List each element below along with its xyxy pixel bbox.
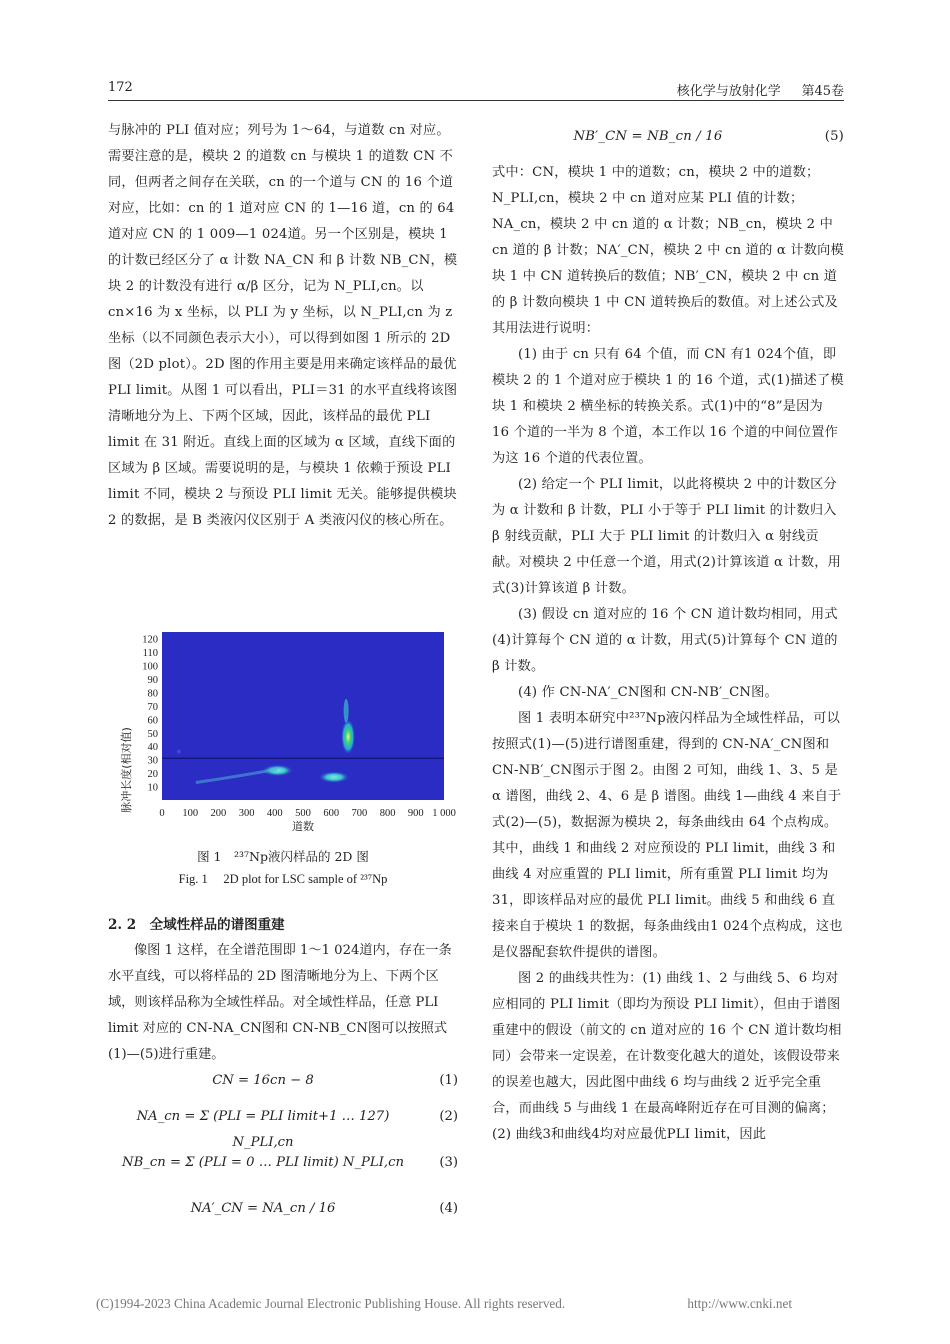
x-tick-label: 500 [295, 808, 311, 819]
right-paragraph-6: 图 1 表明本研究中²³⁷Np液闪样品为全域性样品，可以按照式(1)—(5)进行谱图重建，得到的 CN-NA′_CN图和 CN-NB′_CN图示于图 2。由图 2 可知，曲线 1、3、5 是 α 谱图，曲线 2、4、6 是 β 谱图。曲线 1—曲线 4 来自于式(2)—(5)，数据源为模块 2，每条曲线由 64 个点构成。其中，曲线 1 和曲线 2 对应预设的 PLI limit，曲线 3 和曲线 4 对应重置的 PLI limit，所有重置 PLI limit 均为 31，即该样品对应的最优 PLI limit。曲线 5 和曲线 6 直接来自于模块 1 的数据，每条曲线由1 024个点构成，这也是仪器配套软件提供的谱图。 [492, 711, 843, 960]
copyright: (C)1994-2023 China Academic Journal Electronic Publishing House. All rights reserved. [96, 1296, 566, 1311]
right-paragraph-7: 图 2 的曲线共性为：(1) 曲线 1、2 与曲线 5、6 均对应相同的 PLI limit（即均为预设 PLI limit），但由于谱图重建中的假设（前文的 cn 道对应的 16 个 CN 道计数均相同）会带来一定误差，在计数变化越大的道处，该假设带来的误差也越大，因此图中曲线 6 均与曲线 2 近乎完全重合，而曲线 5 与曲线 1 在最高峰附近存在可目测的偏离；(2) 曲线3和曲线4均对应最优PLI limit，因此 [492, 971, 842, 1142]
y-tick-label: 40 [147, 742, 158, 754]
page-header [108, 78, 844, 101]
x-tick-label: 600 [323, 808, 340, 819]
section-text: 像图 1 这样，在全谱范围即 1～1 024道内，存在一条水平直线，可以将样品的 2D 图清晰地分为上、下两个区域，则该样品称为全域性样品。对全域性样品，任意 PLI limit 对应的 CN-NA_CN图和 CN-NB_CN图可以按照式(1)—(5)进行重建。 [108, 943, 452, 1062]
alpha-cluster [341, 719, 355, 755]
chart-2d-plot [108, 622, 458, 842]
right-paragraph-2: (1) 由于 cn 只有 64 个值，而 CN 有1 024个值，即模块 2 的 1 个道对应于模块 1 的 16 个道，式(1)描述了模块 1 和模块 2 横坐标的转换关系。式(1)中的“8”是因为 16 个道的一半为 8 个道，本工作以 16 个道的中间位置作为这 16 个道的代表位置。 [492, 347, 844, 466]
x-tick-label: 900 [407, 808, 424, 819]
x-tick-label: 700 [351, 808, 368, 819]
right-paragraph-4: (3) 假设 cn 道对应的 16 个 CN 道计数均相同，用式(4)计算每个 CN 道的 α 计数，用式(5)计算每个 CN 道的 β 计数。 [492, 607, 838, 674]
y-tick-label: 110 [142, 648, 158, 660]
y-tick-label: 120 [142, 634, 158, 646]
x-tick-label: 0 [159, 808, 165, 819]
x-tick-label: 400 [266, 808, 283, 819]
y-axis-label: 脉冲长度(相对值) [120, 727, 133, 813]
y-tick-label: 30 [147, 755, 158, 767]
figure-1 [108, 622, 458, 890]
cnki-url: http://www.cnki.net [687, 1296, 792, 1311]
figure-caption-cn: 图 1 ²³⁷Np液闪样品的 2D 图 [197, 849, 369, 864]
section-heading: 2. 2 全域性样品的谱图重建 [108, 917, 285, 933]
section-2-2 [108, 912, 458, 1232]
equation-1: CN = 16cn − 8 (1) [212, 1073, 458, 1088]
y-tick-label: 10 [147, 782, 158, 794]
beta-cluster [318, 771, 350, 783]
figure-caption-en: Fig. 1 2D plot for LSC sample of ²³⁷Np [178, 872, 388, 886]
y-tick-label: 20 [147, 769, 158, 781]
plot-background [162, 632, 444, 800]
x-tick-label: 100 [182, 808, 199, 819]
y-tick-label: 100 [142, 661, 158, 673]
y-tick-label: 50 [147, 728, 158, 740]
x-tick-label: 300 [238, 808, 255, 819]
x-tick-label: 1 000 [432, 808, 456, 819]
volume: 第45卷 [801, 84, 844, 99]
y-tick-label: 70 [147, 701, 158, 713]
left-paragraph: 与脉冲的 PLI 值对应；列号为 1～64，与道数 cn 对应。需要注意的是，模块 2 的道数 cn 与模块 1 的道数 CN 不同，但两者之间存在关联，cn 的一个道与 CN 的 16 个道对应，比如：cn 的 1 道对应 CN 的 1—16 道，cn 的 64 道对应 CN 的 1 009—1 024道。另一个区别是，模块 1 的计数已经区分了 α 计数 NA_CN 和 β 计数 NB_CN，模块 2 的计数没有进行 α/β 区分，记为 N_PLI,cn。以 cn×16 为 x 坐标，以 PLI 为 y 坐标，以 N_PLI,cn 为 z 坐标（以不同颜色表示大小），可以得到如图 1 所示的 2D 图（2D plot）。2D 图的作用主要是用来确定该样品的最优 PLI limit。从图 1 可以看出，PLI＝31 的水平直线将该图清晰地分为上、下两个区域，因此，该样品的最优 PLI limit 在 31 附近。直线上面的区域为 α 区域，直线下面的区域为 β 区域。需要说明的是，与模块 1 依赖于预设 PLI limit 不同，模块 2 与预设 PLI limit 无关。能够提供模块 2 的数据，是 B 类液闪仪区别于 A 类液闪仪的核心所在。 [108, 123, 458, 528]
y-tick-label: 80 [147, 688, 158, 700]
right-paragraph-3: (2) 给定一个 PLI limit，以此将模块 2 中的计数区分为 α 计数和 β 计数，PLI 小于等于 PLI limit 的计数归入 β 射线贡献，PLI 大于 PLI limit 的计数归入 α 射线贡献。对模块 2 中任意一个道，用式(2)计算该道 α 计数，用式(3)计算该道 β 计数。 [492, 477, 842, 596]
x-tick-label: 200 [210, 808, 227, 819]
right-paragraph-5: (4) 作 CN-NA′_CN图和 CN-NB′_CN图。 [518, 685, 778, 700]
marker-dot [177, 750, 181, 754]
alpha-tail [344, 699, 349, 723]
x-axis-label: 道数 [292, 820, 314, 833]
journal-name: 核化学与放射化学 [676, 84, 781, 99]
y-tick-label: 90 [147, 675, 158, 687]
equation-5: NB′_CN = NB_cn / 16 (5) [573, 129, 844, 144]
equation-3: NB_cn = Σ (PLI = 0 … PLI limit) N_PLI,cn (3) [122, 1155, 458, 1170]
page-number: 172 [108, 80, 133, 95]
page-footer [96, 1296, 856, 1312]
right-column [492, 118, 844, 1148]
y-tick-label: 60 [147, 715, 158, 727]
journal-info [677, 80, 844, 99]
equation-4: NA′_CN = NA_cn / 16 (4) [190, 1201, 458, 1216]
left-column [108, 118, 458, 534]
equation-2: NA_cn = Σ (PLI = PLI limit+1 … 127) N_PLI,cn (2) [136, 1109, 458, 1150]
right-paragraph-1: 式中：CN，模块 1 中的道数；cn，模块 2 中的道数；N_PLI,cn，模块 2 中 cn 道对应某 PLI 值的计数；NA_cn，模块 2 中 cn 道的 α 计数；NB_cn，模块 2 中 cn 道的 β 计数；NA′_CN，模块 2 中 cn 道的 α 计数向模块 1 中 CN 道转换后的数值；NB′_CN，模块 2 中 cn 道的 β 计数向模块 1 中 CN 道转换后的数值。对上述公式及其用法进行说明： [492, 165, 844, 336]
x-tick-label: 800 [379, 808, 396, 819]
